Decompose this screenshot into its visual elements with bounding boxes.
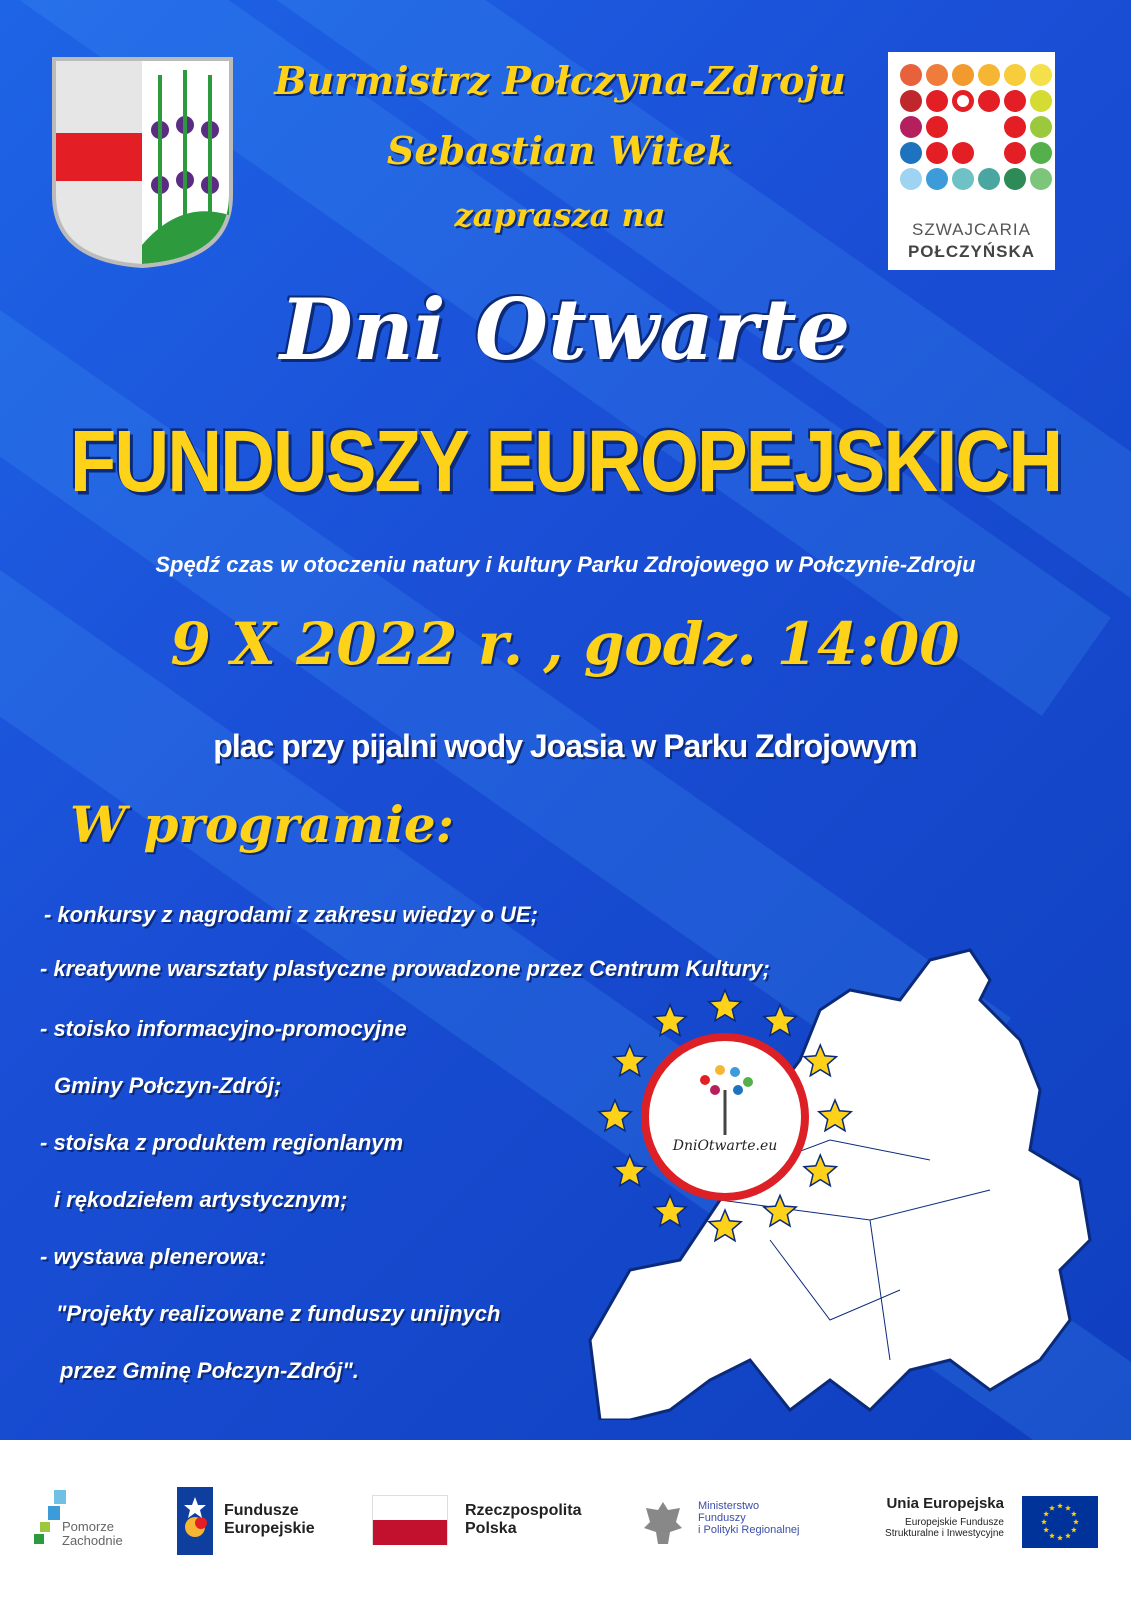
star-icon (709, 990, 741, 1021)
pomorze-line2: Zachodnie (62, 1533, 123, 1549)
star-icon (614, 1155, 646, 1186)
event-place: plac przy pijalni wody Joasia w Parku Zdrojowym (213, 728, 917, 764)
szwajcaria-polczynska-logo (888, 52, 1055, 270)
header-line3: zaprasza na (454, 196, 666, 234)
program-item: - wystawa plenerowa: (40, 1244, 267, 1269)
polish-flag-icon (372, 1495, 448, 1545)
title-line2: FUNDUSZY EUROPEJSKICH (69, 412, 1062, 511)
footer-logos (0, 1440, 1131, 1600)
program-item: Gminy Połczyn-Zdrój; (54, 1073, 282, 1098)
rp-line2: Polska (465, 1519, 517, 1537)
logo-line2: POŁCZYŃSKA (907, 242, 1036, 261)
min-line1: Ministerstwo (698, 1500, 760, 1512)
fundusze-europejskie-icon (177, 1487, 213, 1555)
polish-eagle-icon (642, 1498, 684, 1548)
title-line1: Dni Otwarte (279, 280, 851, 379)
pomorze-line1: Pomorze (62, 1519, 115, 1534)
star-icon (614, 1045, 646, 1076)
fundusze-line1: Fundusze (224, 1502, 299, 1519)
program-item: - konkursy z nagrodami z zakresu wiedzy o UE; (44, 902, 538, 927)
header-line1: Burmistrz Połczyna-Zdroju (274, 58, 846, 103)
coat-of-arms (50, 55, 235, 270)
subtitle: Spędź czas w otoczeniu natury i kultury Parku Zdrojowego w Połczynie-Zdroju (155, 552, 976, 577)
program-item: i rękodziełem artystycznym; (54, 1187, 348, 1212)
program-item: "Projekty realizowane z funduszy unijnych (56, 1301, 501, 1326)
min-line2: Funduszy (698, 1512, 746, 1525)
header-line2: Sebastian Witek (386, 128, 734, 173)
star-icon (764, 1005, 796, 1036)
event-date: 9 X 2022 r. , godz. 14:00 (170, 610, 960, 678)
star-icon (654, 1005, 686, 1036)
badge-text: DniOtwarte.eu (672, 1138, 778, 1154)
min-line3: i Polityki Regionalnej (698, 1524, 800, 1537)
star-icon (599, 1100, 631, 1131)
europe-map (570, 940, 1110, 1420)
program-title: W programie: (70, 795, 455, 854)
rp-line1: Rzeczpospolita (465, 1502, 582, 1519)
program-item: przez Gminę Połczyn-Zdrój". (60, 1358, 359, 1383)
star-icon (654, 1195, 686, 1226)
ue-line2: Europejskie Fundusze (905, 1516, 1004, 1528)
program-item: - stoiska z produktem regionlanym (40, 1130, 404, 1155)
program-item: - stoisko informacyjno-promocyjne (40, 1016, 407, 1041)
logo-line1: SZWAJCARIA (912, 220, 1031, 239)
ue-line1: Unia Europejska (886, 1495, 1004, 1512)
ue-line3: Strukturalne i Inwestycyjne (885, 1527, 1004, 1539)
fundusze-line2: Europejskie (224, 1519, 315, 1537)
eu-flag-icon (1022, 1496, 1098, 1548)
program-item: - kreatywne warsztaty plastyczne prowadzone przez Centrum Kultury; (40, 956, 770, 981)
